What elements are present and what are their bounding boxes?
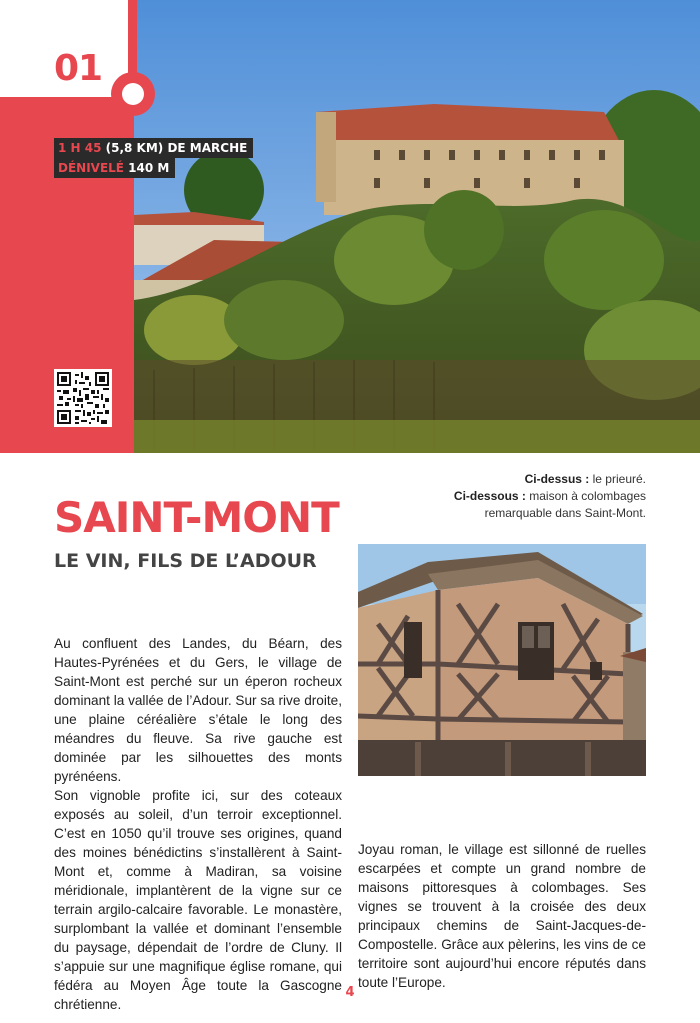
body-paragraph: Au confluent des Landes, du Béarn, des Hautes-Pyrénées et du Gers, le village de Saint-Mont est perché sur un éperon rocheux dominant la vallée de l’Adour. Sur sa rive droite, une plaine céréalière s’étale le long des méandres du fleuve. Sa rive gauche est dominée par les silhouettes des monts pyrénéens.: [54, 636, 342, 784]
caption-below-text: maison à colombages remarquable dans Saint-Mont.: [484, 489, 646, 520]
hike-duration-tag: [54, 138, 253, 158]
qr-code-icon[interactable]: [54, 369, 112, 427]
caption-above-label: Ci-dessus :: [524, 472, 590, 486]
page-title: SAINT-MONT: [54, 493, 339, 542]
half-timbered-house-photo: [358, 544, 646, 776]
page-number: 4: [345, 985, 355, 1000]
elevation-label: DÉNIVELÉ: [58, 161, 124, 175]
stage-number: 01: [54, 48, 103, 89]
body-paragraph: Joyau roman, le village est sillonné de ruelles escarpées et compte un grand nombre de maisons pittoresques à colombages. Ses vignes se trouvent à la croisée des deux principaux chemins de Saint-Jacques-de-Compostelle. Grâce aux pèlerins, les vins de ce territoire sont aujourd’hui encore réputés dans toute l’Europe.: [358, 842, 646, 990]
page-subtitle: LE VIN, FILS DE L’ADOUR: [54, 550, 317, 572]
body-paragraph: Son vignoble profite ici, sur des coteaux exposés au soleil, d’un terroir exceptionnel. C’est en 1050 qu’il trouve ses origines, quand des moines bénédictins s’installèrent à Saint-Mont et, comme à Madiran, sa voisine méridionale, implantèrent de la vigne sur ce terrain argilo-calcaire favorable. Le monastère, surplombant la vallée et dominant l’ensemble du paysage, dépendait de l’ordre de Cluny. Il s’appuie sur une magnifique église romane, qui fédéra au Moyen Âge toute la Gascogne chrétienne.: [54, 788, 342, 1012]
route-line: [128, 0, 137, 74]
photo-captions: [386, 471, 646, 522]
hike-duration: 1 H 45: [58, 141, 102, 155]
hike-elevation-tag: [54, 158, 175, 178]
caption-below-label: Ci-dessous :: [453, 489, 526, 503]
caption-above: [386, 471, 646, 488]
elevation-value: 140 M: [124, 161, 170, 175]
body-column-left: [54, 634, 342, 1014]
hero-photo-priory: [134, 0, 700, 453]
route-marker-icon: [111, 72, 155, 116]
hike-distance: (5,8 KM) DE MARCHE: [101, 141, 248, 155]
caption-below: [386, 488, 646, 522]
body-column-right: [358, 840, 646, 992]
caption-above-text: le prieuré.: [589, 472, 646, 486]
